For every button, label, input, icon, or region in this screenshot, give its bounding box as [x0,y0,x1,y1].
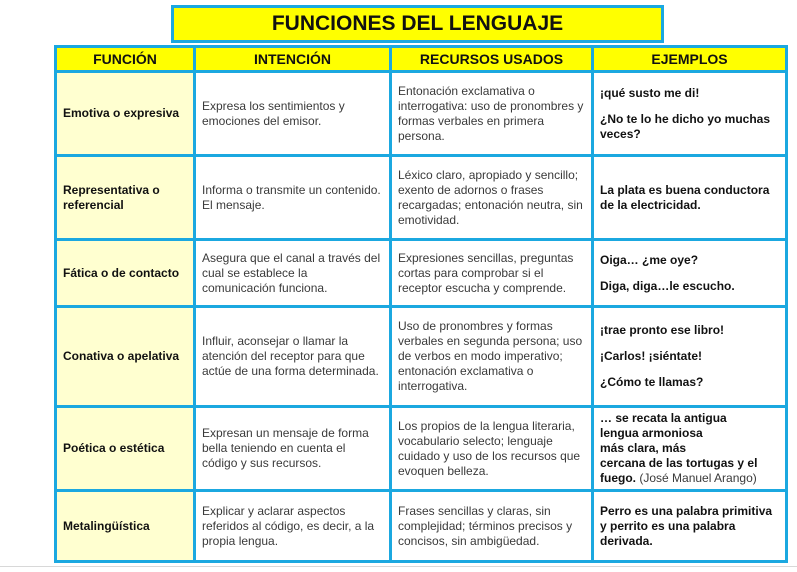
example-line: Oiga… ¿me oye? [600,252,699,267]
poem-line: lengua armoniosa [600,426,703,440]
poem-line: cercana de las tortugas y el [600,456,758,470]
example-line: La plata es buena conductora de la electricidad. [600,182,770,212]
poem-line: fuego. [600,471,636,485]
resources-text: Los propios de la lengua literaria, vocabulario selecto; lenguaje cuidado y uso de los recursos que evoquen belleza. [391,407,593,491]
function-name: Fática o de contacto [56,240,195,307]
poem-line: más clara, más [600,441,687,455]
header-recursos: RECURSOS USADOS [391,47,593,72]
resources-text: Uso de pronombres y formas verbales en segunda persona; uso de verbos en modo imperativo; entonación exclamativa o interrogativa. [391,307,593,407]
table-row [56,156,787,240]
intention-text: Asegura que el canal a través del cual se establece la comunicación funciona. [195,240,391,307]
header-funcion: FUNCIÓN [56,47,195,72]
resources-text: Entonación exclamativa o interrogativa: uso de pronombres y formas verbales en primera persona. [391,72,593,156]
function-name: Conativa o apelativa [56,307,195,407]
table-row [56,407,787,491]
examples-cell [593,491,787,562]
poem-line: … se recata la antigua [600,411,727,425]
poem-author: (José Manuel Arango) [639,471,757,485]
page-title: FUNCIONES DEL LENGUAJE [171,5,664,43]
example-line: ¿No te lo he dicho yo muchas veces? [600,111,771,141]
resources-text: Léxico claro, apropiado y sencillo; exento de adornos o frases recargadas; entonación neutra, sin emotividad. [391,156,593,240]
example-line: ¡trae pronto ese libro! [600,323,725,337]
table-row [56,491,787,562]
examples-cell [593,240,787,307]
resources-text: Expresiones sencillas, preguntas cortas para comprobar si el receptor escucha y comprende. [391,240,593,307]
resources-text: Frases sencillas y claras, sin complejidad; términos precisos y concisos, sin ambigüedad. [391,491,593,562]
table-header-row [56,47,787,72]
poem-last-line [600,471,783,486]
example-line: ¿Cómo te llamas? [600,375,704,389]
intention-text: Explicar y aclarar aspectos referidos al código, es decir, a la propia lengua. [195,491,391,562]
intention-text: Expresa los sentimientos y emociones del emisor. [195,72,391,156]
table-row [56,240,787,307]
functions-table [54,45,788,563]
intention-text: Influir, aconsejar o llamar la atención del receptor para que actúe de una forma determinada. [195,307,391,407]
example-line: ¡qué susto me di! [600,85,700,100]
function-name: Poética o estética [56,407,195,491]
function-name: Emotiva o expresiva [56,72,195,156]
example-line: Perro es una palabra primitiva y perrito es una palabra derivada. [600,503,773,548]
header-intencion: INTENCIÓN [195,47,391,72]
table-row [56,72,787,156]
example-line: Diga, diga…le escucho. [600,278,735,293]
function-name: Metalingüística [56,491,195,562]
examples-cell [593,156,787,240]
intention-text: Expresan un mensaje de forma bella teniendo en cuenta el código y sus recursos. [195,407,391,491]
example-line: ¡Carlos! ¡siéntate! [600,349,703,363]
table-row [56,307,787,407]
bottom-divider [0,566,797,567]
intention-text: Informa o transmite un contenido. El mensaje. [195,156,391,240]
examples-cell [593,407,787,491]
function-name: Representativa o referencial [56,156,195,240]
examples-cell [593,307,787,407]
examples-cell [593,72,787,156]
header-ejemplos: EJEMPLOS [593,47,787,72]
